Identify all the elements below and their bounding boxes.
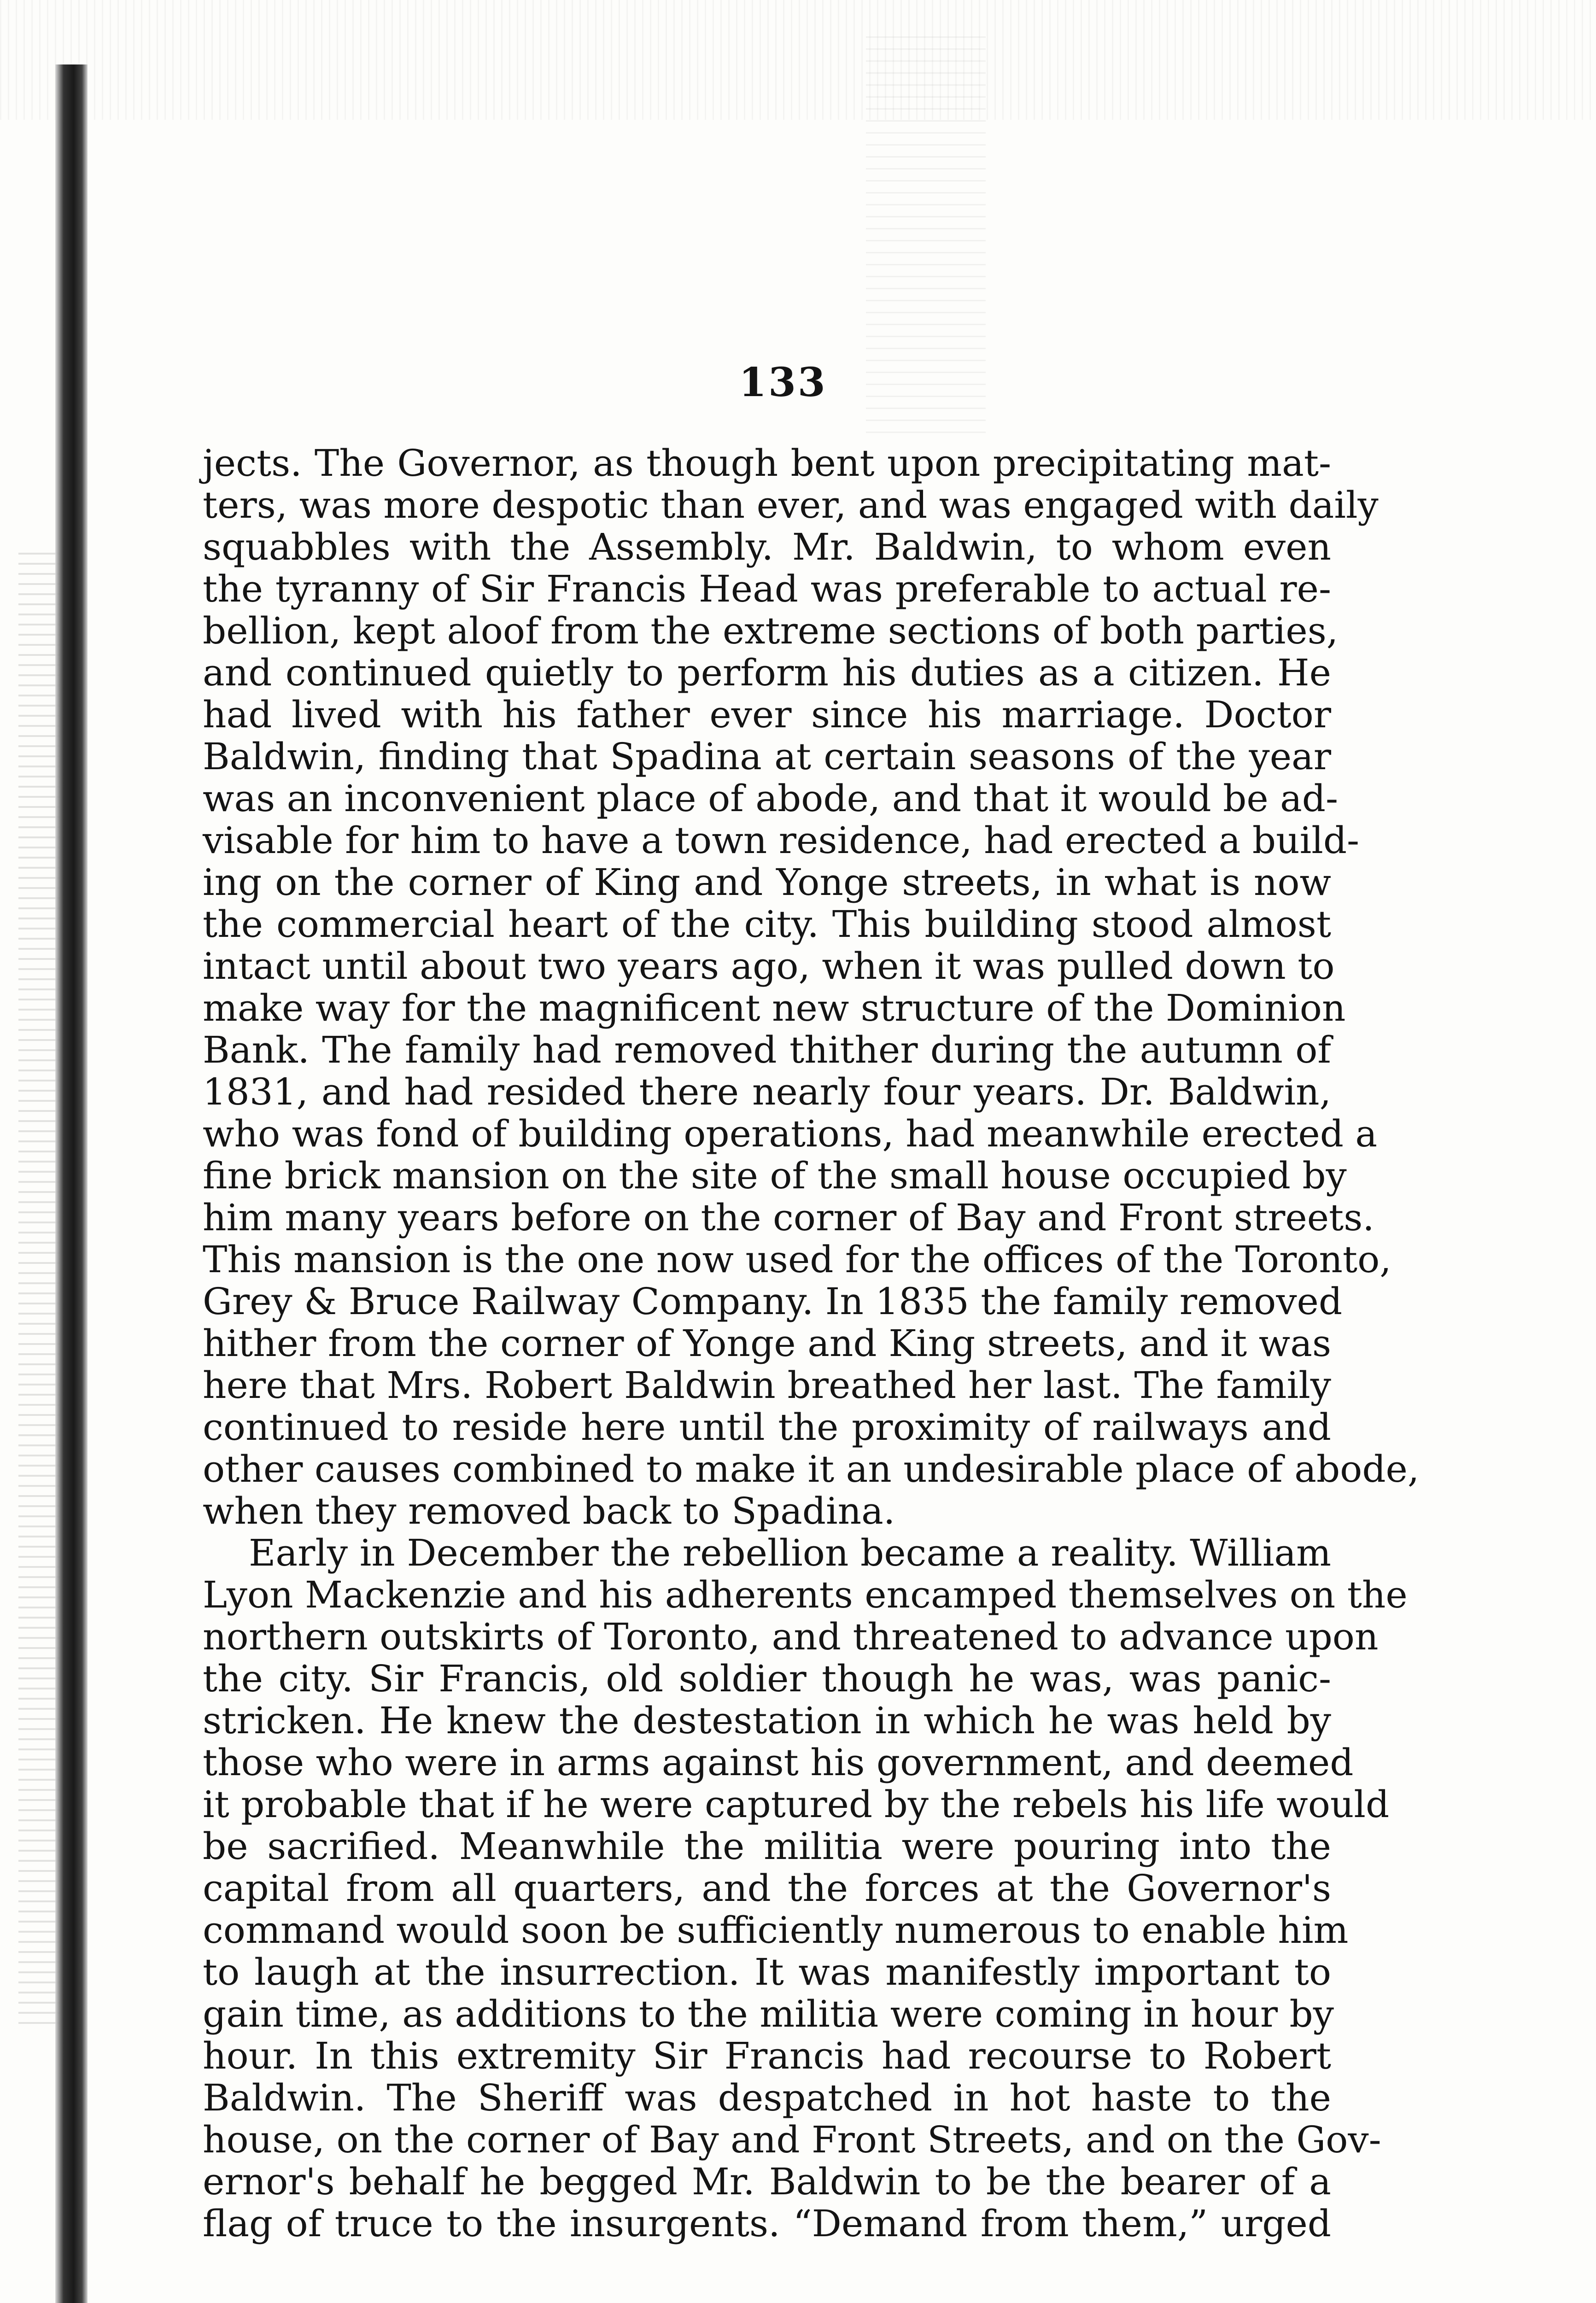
- text-line: Bank. The family had removed thither during the autumn of: [203, 1029, 1331, 1071]
- text-line: the tyranny of Sir Francis Head was preferable to actual re-: [203, 567, 1331, 610]
- text-line: flag of truce to the insurgents. “Demand from them,” urged: [203, 2202, 1331, 2245]
- text-line: make way for the magnificent new structure of the Dominion: [203, 987, 1346, 1029]
- text-line: when they removed back to Spadina.: [203, 1490, 895, 1532]
- text-line: it probable that if he were captured by the rebels his life would: [203, 1783, 1390, 1826]
- text-line: visable for him to have a town residence, had erected a build-: [203, 819, 1360, 862]
- scan-noise-binding: [18, 553, 60, 2027]
- text-line: hither from the corner of Yonge and King streets, and it was: [203, 1322, 1331, 1365]
- text-line: continued to reside here until the proximity of railways and: [203, 1406, 1331, 1449]
- text-line: who was fond of building operations, had meanwhile erected a: [203, 1112, 1378, 1155]
- text-line: those who were in arms against his government, and deemed: [203, 1741, 1354, 1784]
- text-line: Baldwin. The Sheriff was despatched in hot haste to the: [203, 2076, 1331, 2119]
- text-line: command would soon be sufficiently numerous to enable him: [203, 1909, 1349, 1952]
- text-line: northern outskirts of Toronto, and threatened to advance upon: [203, 1615, 1379, 1658]
- text-line: ing on the corner of King and Yonge streets, in what is now: [203, 861, 1331, 904]
- text-line: had lived with his father ever since his marriage. Doctor: [203, 693, 1331, 736]
- text-line: the commercial heart of the city. This building stood almost: [203, 903, 1331, 946]
- text-line: gain time, as additions to the militia were coming in hour by: [203, 1993, 1334, 2035]
- text-line: bellion, kept aloof from the extreme sections of both parties,: [203, 609, 1339, 652]
- text-line: other causes combined to make it an undesirable place of abode,: [203, 1448, 1420, 1491]
- text-line: was an inconvenient place of abode, and that it would be ad-: [203, 777, 1339, 820]
- text-line: hour. In this extremity Sir Francis had recourse to Robert: [203, 2034, 1331, 2077]
- text-line: Lyon Mackenzie and his adherents encamped themselves on the: [203, 1573, 1408, 1616]
- text-line: and continued quietly to perform his duties as a citizen. He: [203, 651, 1331, 694]
- text-line: 1831, and had resided there nearly four years. Dr. Baldwin,: [203, 1070, 1331, 1113]
- body-text: [203, 442, 1420, 2245]
- text-line: be sacrified. Meanwhile the militia were pouring into the: [203, 1825, 1331, 1868]
- text-line: here that Mrs. Robert Baldwin breathed her last. The family: [203, 1364, 1331, 1407]
- text-line: capital from all quarters, and the forces at the Governor's: [203, 1867, 1331, 1910]
- text-line: Grey & Bruce Railway Company. In 1835 the family removed: [203, 1280, 1343, 1323]
- text-line: squabbles with the Assembly. Mr. Baldwin, to whom even: [203, 526, 1331, 568]
- book-binding-edge: [55, 64, 88, 2303]
- text-line: This mansion is the one now used for the offices of the Toronto,: [203, 1238, 1391, 1281]
- text-line: ters, was more despotic than ever, and was engaged with daily: [203, 484, 1379, 526]
- text-line: stricken. He knew the destestation in which he was held by: [203, 1699, 1331, 1742]
- text-line: intact until about two years ago, when it was pulled down to: [203, 945, 1335, 988]
- scan-noise-top: [0, 0, 1596, 120]
- text-line: to laugh at the insurrection. It was manifestly important to: [203, 1951, 1331, 1993]
- text-line: fine brick mansion on the site of the small house occupied by: [203, 1154, 1347, 1197]
- text-line: jects. The Governor, as though bent upon precipitating mat-: [203, 442, 1331, 485]
- text-line: house, on the corner of Bay and Front Streets, and on the Gov-: [203, 2118, 1381, 2161]
- text-line: Early in December the rebellion became a reality. William: [249, 1531, 1331, 1574]
- text-line: Baldwin, finding that Spadina at certain seasons of the year: [203, 735, 1331, 778]
- scan-noise-gutter: [866, 28, 986, 433]
- text-line: ernor's behalf he begged Mr. Baldwin to be the bearer of a: [203, 2160, 1331, 2203]
- text-line: him many years before on the corner of Bay and Front streets.: [203, 1196, 1374, 1239]
- text-line: the city. Sir Francis, old soldier though he was, was panic-: [203, 1657, 1331, 1700]
- page-number: 133: [739, 359, 827, 406]
